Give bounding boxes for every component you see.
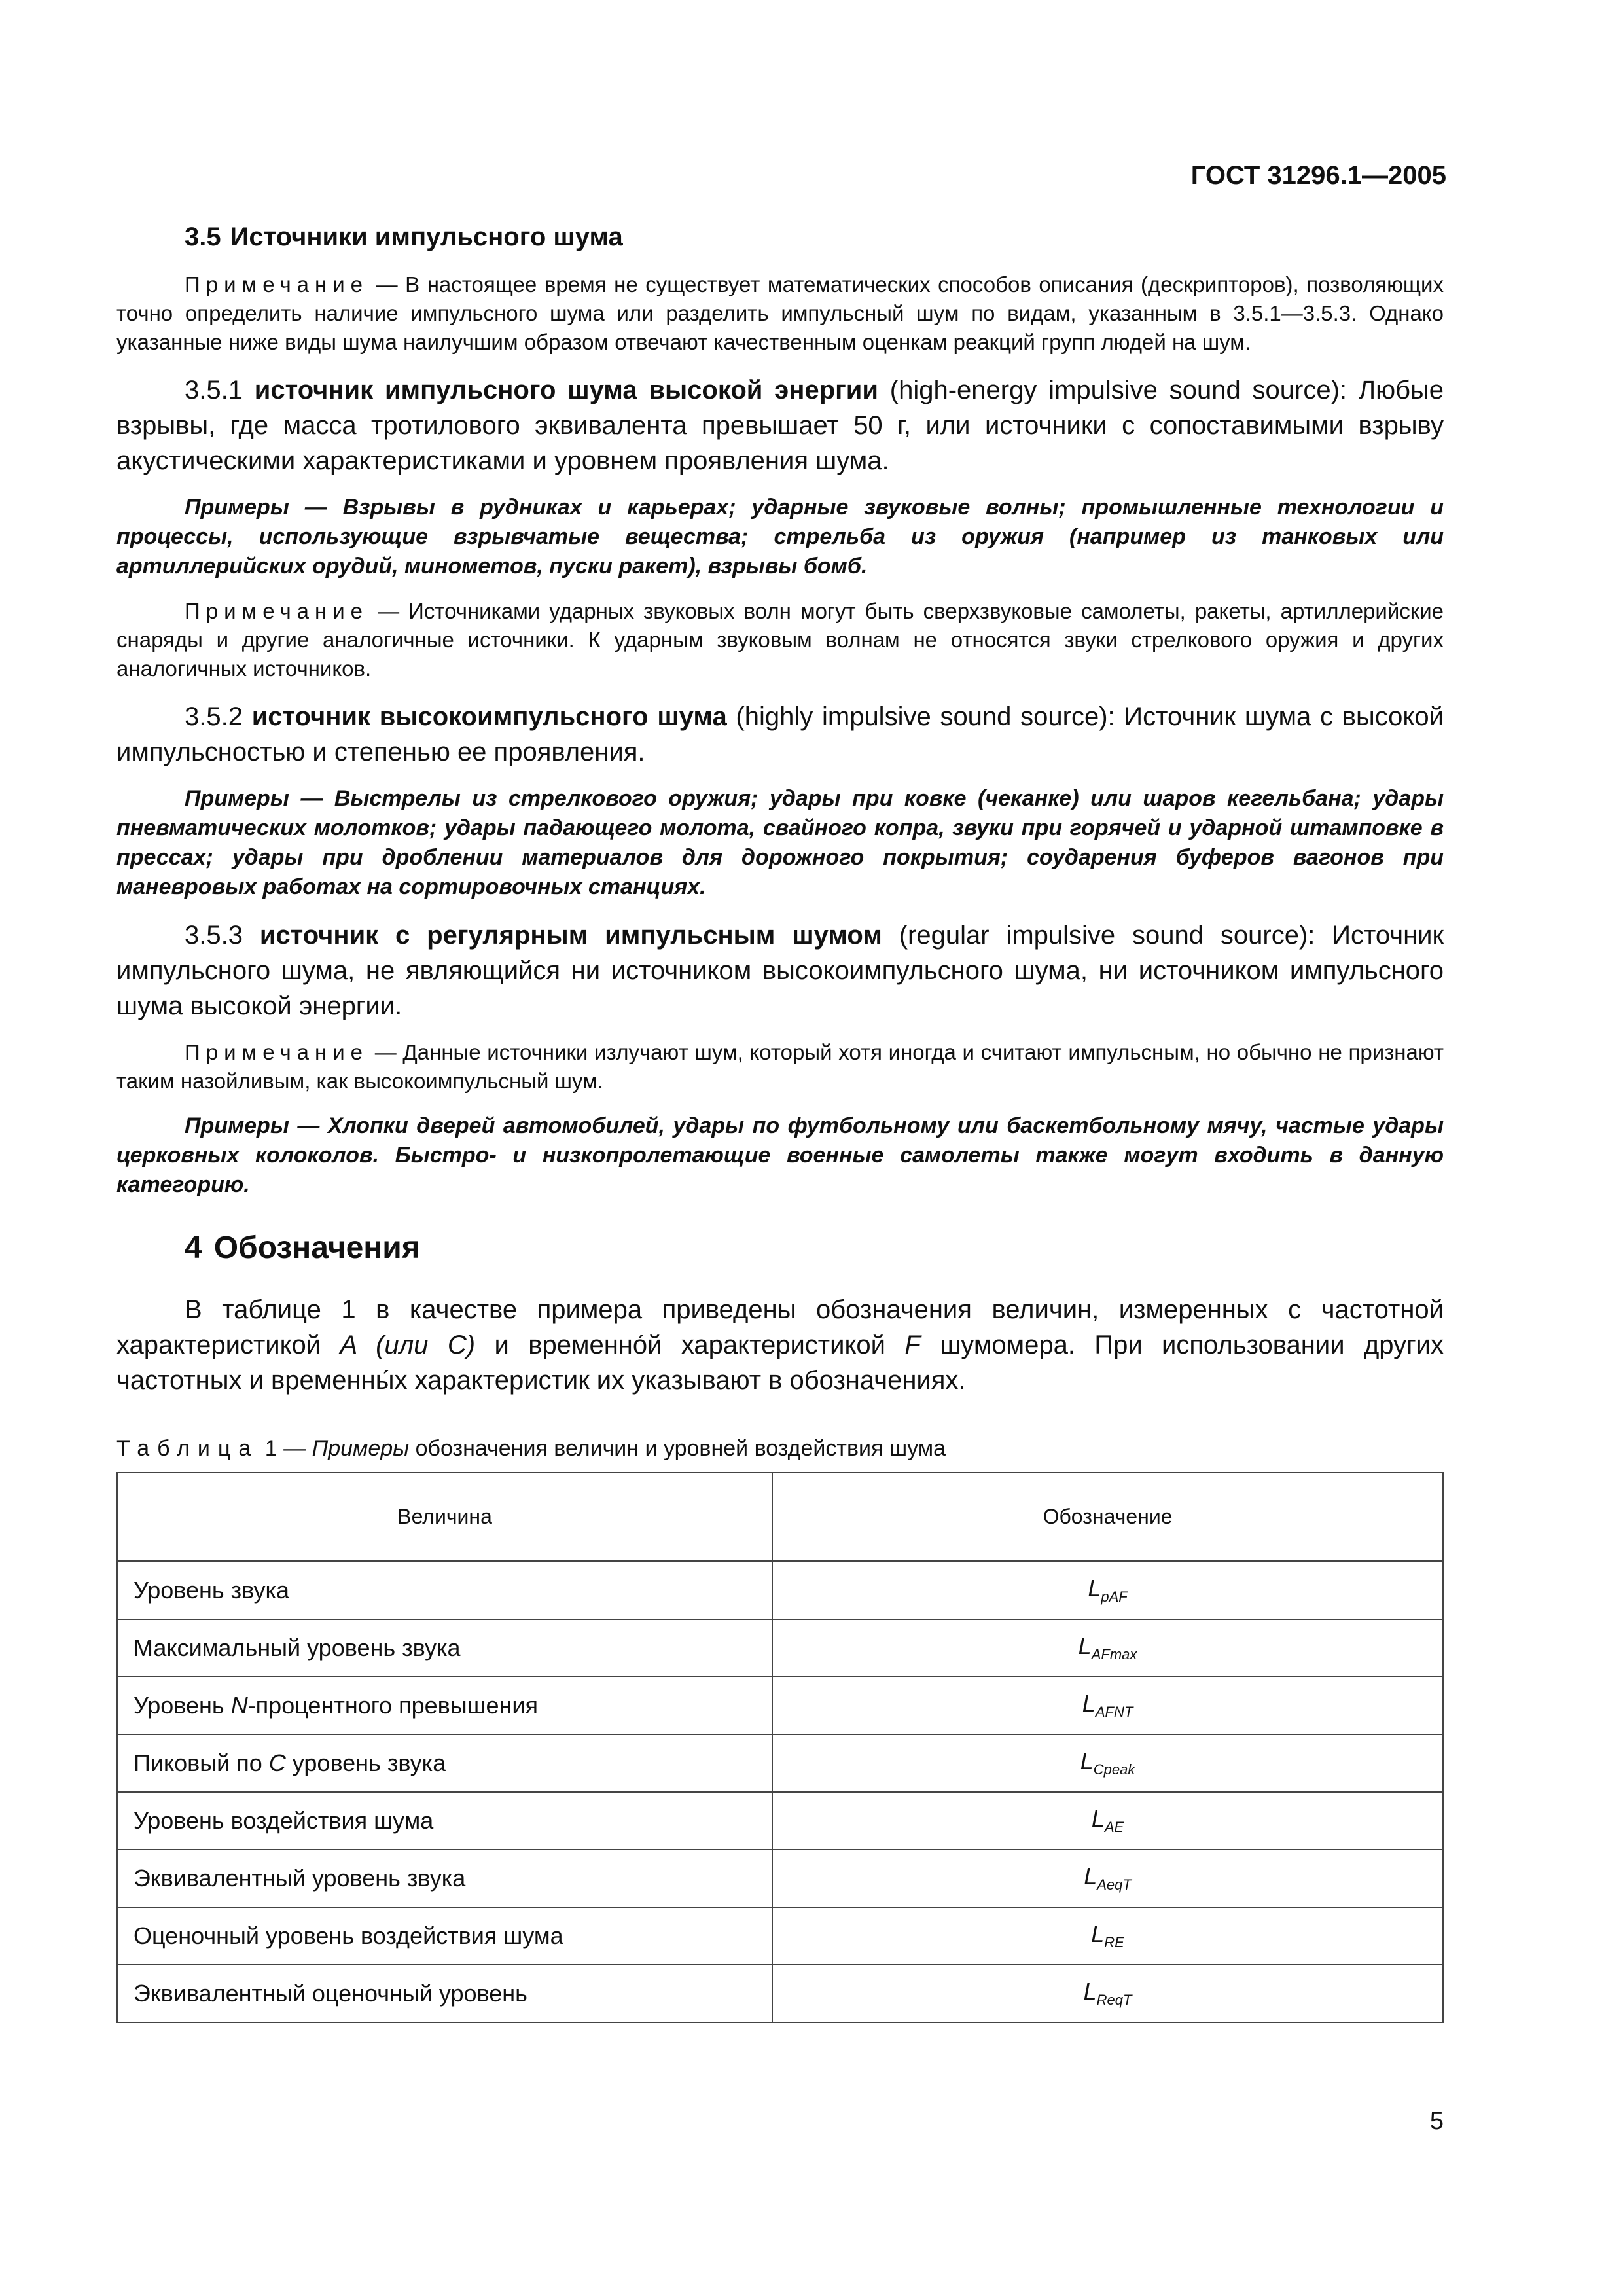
symbol-subscript: AeqT (1097, 1876, 1132, 1893)
caption-italic: Примеры (312, 1436, 410, 1461)
text-part: и временно́й характеристикой (475, 1331, 905, 1359)
quantity-cell (117, 1734, 772, 1792)
section-3-5-3 (116, 918, 1444, 1024)
text-part: шумомера. При использовании других частотных и временны́х характеристик их указывают в обозначениях. (116, 1331, 1444, 1395)
table-row (117, 1619, 1443, 1677)
symbol: L (1080, 1748, 1094, 1775)
symbol: L (1083, 1978, 1097, 2005)
caption-label: Таблица (116, 1436, 259, 1461)
quantity-cell: Уровень воздействия шума (117, 1792, 772, 1850)
text-part: уровень звука (285, 1749, 446, 1776)
caption-number: 1 — (259, 1436, 312, 1461)
term: источник с регулярным импульсным шумом (259, 921, 882, 950)
section-3-5-2 (116, 699, 1444, 770)
section-number: 4 (185, 1230, 202, 1265)
text-italic: A (или C) (340, 1331, 476, 1359)
clause-number: 3.5.2 (185, 702, 243, 731)
symbol-subscript: RE (1104, 1934, 1124, 1951)
table-row (117, 1734, 1443, 1792)
section-3-5-heading (116, 223, 1444, 252)
quantity-cell: Эквивалентный оценочный уровень (117, 1965, 772, 2022)
table-row (117, 1561, 1443, 1619)
text-italic: N (230, 1692, 248, 1719)
quantity-cell: Максимальный уровень звука (117, 1619, 772, 1677)
text-part: -процентного превышения (247, 1692, 539, 1719)
definition: (high-energy impulsive sound source): Любые взрывы, где масса тротилового эквивалента превышает 50 г, или источники с сопоставимыми взрыву акустическими характеристиками и уровнем проявления шума. (116, 376, 1444, 475)
table-row (117, 1907, 1443, 1965)
clause-number: 3.5.1 (185, 376, 243, 404)
symbol: L (1091, 1805, 1105, 1833)
symbol-subscript: AFNT (1095, 1704, 1133, 1721)
note-text: — Источниками ударных звуковых волн могут быть сверхзвуковые самолеты, ракеты, артиллерийские снаряды и другие аналогичные источники. К ударным звуковым волнам не относятся звуки стрелкового оружия и других аналогичных источников. (116, 599, 1444, 681)
symbol: L (1091, 1920, 1105, 1948)
definition: (highly impulsive sound source): Источник шума с высокой импульсностью и степенью ее проявления. (116, 702, 1444, 766)
note-text: — Данные источники излучают шум, который хотя иногда и считают импульсным, но обычно не признают таким назойливым, как высокоимпульсный шум. (116, 1040, 1444, 1093)
section-4-paragraph (116, 1292, 1444, 1398)
designation-cell (772, 1677, 1443, 1734)
designation-cell (772, 1965, 1443, 2022)
designation-cell (772, 1619, 1443, 1677)
note-label: Примечание (185, 272, 369, 296)
designation-cell (772, 1561, 1443, 1619)
quantity-cell: Оценочный уровень воздействия шума (117, 1907, 772, 1965)
section-3-5-3-note (116, 1038, 1444, 1096)
quantity-cell: Уровень звука (117, 1561, 772, 1619)
symbol: L (1084, 1863, 1097, 1890)
text-part: Пиковый по (134, 1749, 269, 1776)
symbol-subscript: AE (1104, 1819, 1124, 1836)
note-label: Примечание (185, 599, 369, 623)
quantity-cell (117, 1677, 772, 1734)
designation-cell (772, 1850, 1443, 1907)
table-row (117, 1792, 1443, 1850)
section-3-5-1-note (116, 597, 1444, 683)
designation-cell (772, 1734, 1443, 1792)
quantity-cell: Эквивалентный уровень звука (117, 1850, 772, 1907)
symbol-subscript: pAF (1101, 1588, 1128, 1605)
section-3-5-1 (116, 372, 1444, 478)
symbol: L (1078, 1632, 1092, 1660)
section-3-5-3-examples: Примеры — Хлопки дверей автомобилей, удары по футбольному или баскетбольному мячу, частые удары церковных колоколов. Быстро- и низкопролетающие военные самолеты также могут входить в данную категорию. (116, 1113, 1444, 1197)
document-code: ГОСТ 31296.1—2005 (1190, 161, 1446, 190)
section-number: 3.5 (185, 223, 221, 251)
symbol-subscript: AFmax (1091, 1646, 1137, 1663)
term: источник импульсного шума высокой энергии (254, 376, 878, 404)
page-content (116, 223, 1444, 2023)
table-row (117, 1677, 1443, 1734)
section-title: Обозначения (213, 1230, 420, 1265)
text-italic: F (904, 1331, 921, 1359)
designations-table (116, 1472, 1444, 2023)
page-number: 5 (1429, 2108, 1444, 2135)
text-part: Уровень (134, 1692, 231, 1719)
column-header-quantity: Величина (117, 1473, 772, 1561)
section-title: Источники импульсного шума (230, 223, 623, 251)
section-3-5-1-examples: Примеры — Взрывы в рудниках и карьерах; ударные звуковые волны; промышленные технологии и процессы, использующие взрывчатые вещества; стрельба из оружия (например из танковых или артиллерийских орудий, минометов, пуски ракет), взрывы бомб. (116, 495, 1444, 579)
note-text: — В настоящее время не существует математических способов описания (дескрипторов), позволяющих точно определить наличие импульсного шума или разделить импульсный шум по видам, указанным в 3.5.1—3.5.3. Однако указанные ниже виды шума наилучшим образом отвечают качественным оценкам реакций групп людей на шум. (116, 272, 1444, 354)
designation-cell (772, 1792, 1443, 1850)
caption-text: обозначения величин и уровней воздействия шума (409, 1436, 946, 1461)
symbol-subscript: Cpeak (1093, 1761, 1135, 1778)
symbol: L (1088, 1575, 1101, 1602)
definition: (regular impulsive sound source): Источник импульсного шума, не являющийся ни источником высокоимпульсного шума, ни источником импульсного шума высокой энергии. (116, 921, 1444, 1020)
section-3-5-2-examples: Примеры — Выстрелы из стрелкового оружия; удары при ковке (чеканке) или шаров кегельбана; удары пневматических молотков; удары падающего молота, свайного копра, звуки при горячей и ударной штамповке в прессах; удары при дроблении материалов для дорожного покрытия; соударения буферов вагонов при маневровых работах на сортировочных станциях. (116, 786, 1444, 899)
column-header-designation: Обозначение (772, 1473, 1443, 1561)
table-caption (116, 1436, 1444, 1462)
section-4-heading (116, 1230, 1444, 1266)
term: источник высокоимпульсного шума (251, 702, 727, 731)
designation-cell (772, 1907, 1443, 1965)
clause-number: 3.5.3 (185, 921, 243, 950)
symbol: L (1082, 1690, 1096, 1717)
table-header-row (117, 1473, 1443, 1561)
table-row (117, 1965, 1443, 2022)
symbol-subscript: ReqT (1096, 1992, 1132, 2009)
note-label: Примечание (185, 1040, 369, 1064)
text-part: В таблице 1 в качестве примера приведены обозначения величин, измеренных с частотной характеристикой (116, 1295, 1444, 1359)
section-3-5-note (116, 270, 1444, 357)
table-row (117, 1850, 1443, 1907)
text-italic: С (268, 1749, 286, 1776)
